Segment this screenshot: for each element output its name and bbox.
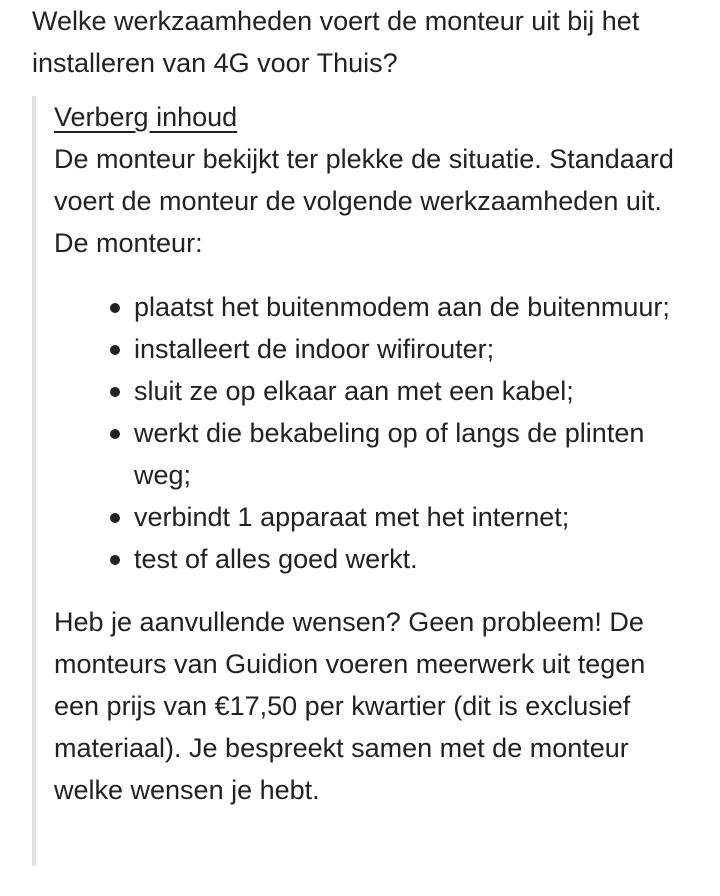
list-item: test of alles goed werkt. [54, 538, 682, 580]
extra-work-paragraph: Heb je aanvullende wensen? Geen probleem! De monteurs van Guidion voeren meerwerk uit tegen een prijs van €17,50 per kwartier (dit is exclusief materiaal). Je bespreekt samen met de monteur welke wensen je hebt. [54, 607, 646, 805]
answer-intro: De monteur bekijkt ter plekke de situatie. Standaard voert de monteur de volgende werkzaamheden uit. De monteur: [54, 144, 674, 258]
list-item: plaatst het buitenmodem aan de buitenmuur; [54, 286, 682, 328]
list-item: verbindt 1 apparaat met het internet; [54, 496, 682, 538]
task-list [54, 286, 682, 580]
list-item: werkt die bekabeling op of langs de plinten weg; [54, 412, 682, 496]
list-item: installeert de indoor wifirouter; [54, 328, 682, 370]
list-item: sluit ze op elkaar aan met een kabel; [54, 370, 682, 412]
faq-question: Welke werkzaamheden voert de monteur uit bij het installeren van 4G voor Thuis? [32, 6, 640, 78]
hide-content-link[interactable]: Verberg inhoud [54, 102, 238, 132]
faq-answer-panel [32, 96, 682, 866]
